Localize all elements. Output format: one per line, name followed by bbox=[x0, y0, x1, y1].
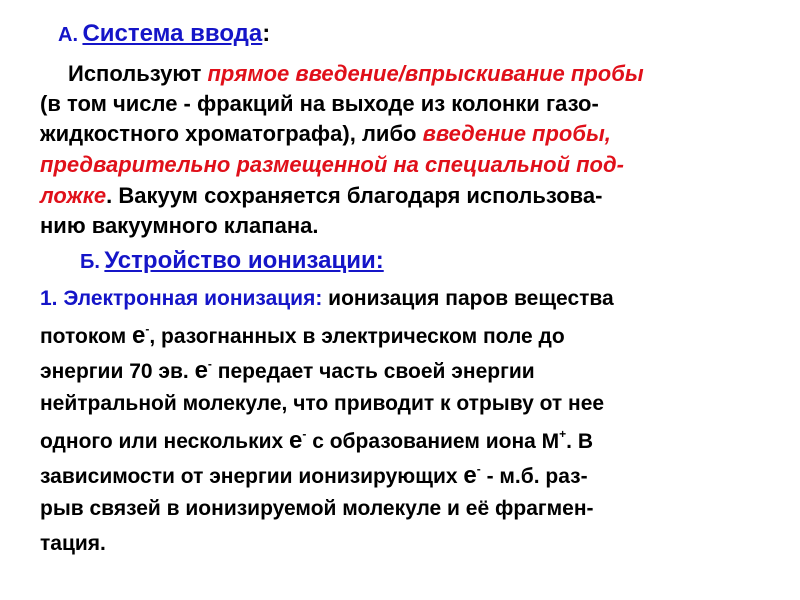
highlight-text: прямое введение/впрыскивание пробы bbox=[207, 61, 644, 86]
section-b-line-2 bbox=[40, 322, 565, 350]
section-b-line-7: рыв связей в ионизируемой молекуле и её фрагмен- bbox=[40, 497, 594, 520]
section-a-heading bbox=[58, 20, 270, 48]
text: , разогнанных в электрическом поле до bbox=[149, 325, 565, 348]
section-b-heading bbox=[80, 247, 384, 275]
section-b-line-8: тация. bbox=[40, 532, 106, 555]
electron-symbol: е bbox=[194, 357, 208, 384]
item-label: 1. Электронная ионизация: bbox=[40, 287, 323, 310]
section-b-prefix: Б. bbox=[80, 251, 100, 273]
text: передает часть своей энергии bbox=[211, 360, 535, 383]
section-a-line-5 bbox=[40, 183, 602, 209]
text: . В bbox=[566, 430, 593, 453]
electron-symbol: е bbox=[131, 322, 146, 349]
charge-superscript: + bbox=[559, 427, 567, 441]
section-a-line-1 bbox=[68, 61, 644, 87]
electron-symbol: е bbox=[463, 462, 477, 489]
electron-symbol: е bbox=[289, 427, 303, 454]
section-a-line-4: предварительно размещенной на специальной под- bbox=[40, 152, 624, 177]
text: жидкостного хроматографа), либо bbox=[40, 121, 423, 146]
section-b-line-6 bbox=[40, 462, 588, 490]
section-a-title: Система ввода bbox=[82, 20, 263, 47]
text: потоком bbox=[40, 325, 132, 348]
text: ионизация паров вещества bbox=[322, 287, 614, 310]
charge-superscript: - bbox=[145, 322, 150, 336]
text: - м.б. раз- bbox=[480, 465, 588, 488]
charge-superscript: - bbox=[207, 357, 212, 371]
highlight-text: введение пробы, bbox=[422, 121, 611, 146]
section-b-line-4: нейтральной молекуле, что приводит к отрыву от нее bbox=[40, 392, 605, 415]
section-a-colon: : bbox=[262, 20, 271, 47]
text: . Вакуум сохраняется благодаря использова- bbox=[106, 183, 603, 208]
section-a-line-6: нию вакуумного клапана. bbox=[40, 213, 319, 238]
text: одного или нескольких bbox=[40, 430, 290, 453]
charge-superscript: - bbox=[302, 427, 307, 441]
section-b-line-1 bbox=[40, 287, 614, 311]
section-a-prefix: А. bbox=[58, 24, 78, 46]
text: энергии 70 эв. bbox=[40, 360, 195, 383]
text: зависимости от энергии ионизирующих bbox=[40, 465, 464, 488]
highlight-text: ложке bbox=[40, 183, 107, 208]
section-b-line-3 bbox=[40, 357, 535, 385]
text: с образованием иона М bbox=[306, 430, 560, 453]
section-a-line-2: (в том числе - фракций на выходе из колонки газо- bbox=[40, 91, 599, 116]
section-a-line-3 bbox=[40, 121, 611, 147]
section-b-line-5 bbox=[40, 427, 593, 455]
charge-superscript: - bbox=[476, 462, 481, 476]
section-b-title: Устройство ионизации: bbox=[104, 247, 384, 274]
text: Используют bbox=[68, 61, 208, 86]
